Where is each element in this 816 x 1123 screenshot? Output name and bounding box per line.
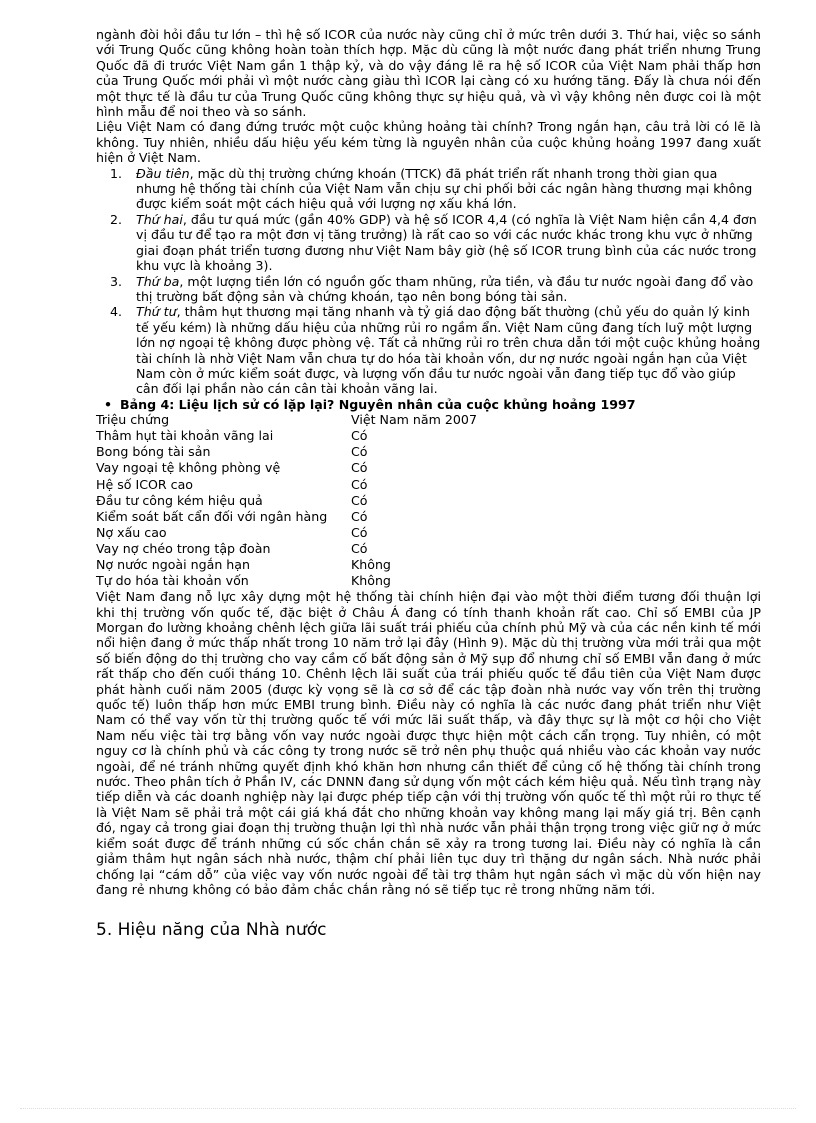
header-cell: Triệu chứng (96, 412, 170, 428)
list-item (110, 211, 761, 274)
symptom-cell: Vay nợ chéo trong tập đoàn (96, 540, 271, 556)
value-cell: Có (351, 444, 368, 460)
value-cell: Có (351, 476, 368, 492)
table-row (96, 557, 477, 573)
table-row (96, 428, 477, 444)
paragraph-question: Liệu Việt Nam có đang đứng trước một cuộc khủng hoảng tài chính? Trong ngắn hạn, câu trả lời có lẽ là không. Tuy nhiên, nhiều dấu hiệu yếu kém từng là nguyên nhân của cuộc khủng hoảng 1997 đang xuất hiện ở Việt Nam. (96, 119, 761, 166)
list-lead: Thứ ba (136, 273, 180, 289)
section-heading: 5. Hiệu năng của Nhà nước (96, 920, 327, 941)
value-cell: Có (351, 508, 368, 524)
list-number: 2. (110, 211, 123, 227)
symptom-cell: Thâm hụt tài khoản vãng lai (96, 428, 274, 444)
list-item (110, 304, 761, 397)
symptom-cell: Bong bóng tài sản (96, 444, 211, 460)
list-number: 4. (110, 304, 123, 320)
table-row (96, 573, 477, 589)
value-cell: Có (351, 492, 368, 508)
symptom-cell: Hệ số ICOR cao (96, 476, 194, 492)
table-row (96, 525, 477, 541)
value-cell: Có (351, 460, 368, 476)
value-cell: Không (351, 573, 391, 589)
symptom-cell: Kiểm soát bất cẩn đối với ngân hàng (96, 508, 328, 524)
list-item (110, 273, 761, 305)
table-title (96, 397, 761, 412)
paragraph-main: Việt Nam đang nỗ lực xây dựng một hệ thống tài chính hiện đại vào một thời điểm tương đối thuận lợi khi thị trường vốn quốc tế, đặc biệt ở Châu Á đang có tính thanh khoản rất cao. Chỉ số EMBI của JP Morgan đo lường khoảng chênh lệch giữa lãi suất trái phiếu của chính phủ Mỹ và của các nền kinh tế mới nổi hiện đang ở mức thấp nhất trong 10 năm trở lại đây (Hình 9). Mặc dù thị trường vừa mới trải qua một số biến động do thị trường cho vay cầm cố bất động sản ở Mỹ sụp đổ nhưng chỉ số EMBI vẫn đang ở mức rất thấp cho đến cuối tháng 10. Chênh lệch lãi suất của trái phiếu quốc tế đầu tiên của Việt Nam được phát hành cuối năm 2005 (được kỳ vọng sẽ là cơ sở để các tập đoàn nhà nước vay vốn trên thị trường quốc tế) luôn thấp hơn mức EMBI trung bình. Điều này có nghĩa là các nước đang phát triển như Việt Nam có thể vay vốn từ thị trường quốc tế với mức lãi suất thấp, và đây thực sự là một cơ hội cho Việt Nam nếu việc tài trợ bằng vốn vay nước ngoài được thực hiện một cách cẩn trọng. Tuy nhiên, có một nguy cơ là chính phủ và các công ty trong nước sẽ trở nên phụ thuộc quá nhiều vào các khoản vay nước ngoài, để né tránh những quyết định khó khăn hơn nhưng cần thiết để củng cố hệ thống tài chính trong nước. Theo phân tích ở Phần IV, các DNNN đang sử dụng vốn một cách kém hiệu quả. Nếu tình trạng này tiếp diễn và các doanh nghiệp này lại được phép tiếp cận với thị trường vốn quốc tế thì một rủi ro thực tế là Việt Nam sẽ phải trả một cái giá khá đắt cho những khoản vay không mang lại mấy giá trị. Bên cạnh đó, ngay cả trong giai đoạn thị trường thuận lợi thì nhà nước vẫn phải thận trọng trong việc giữ nợ ở mức kiểm soát được để tránh những cú sốc chắn chắn sẽ xảy ra trong tương lai. Điều này có nghĩa là cần giảm thâm hụt ngân sách nhà nước, thậm chí phải liên tục duy trì thặng dư ngân sách. Nhà nước phải chống lại “cám dỗ” của việc vay vốn nước ngoài để tài trợ thâm hụt ngân sách vì mặc dù vốn hiện nay đang rẻ nhưng không có bảo đảm chắc chắn rằng nó sẽ tiếp tục rẻ trong những năm tới. (96, 589, 761, 897)
page-bottom-divider (20, 1108, 796, 1109)
table-row (96, 509, 477, 525)
list-number: 1. (110, 165, 123, 181)
symptom-table (96, 412, 477, 589)
list-lead: Thứ hai (136, 211, 183, 227)
list-item (110, 165, 761, 212)
list-text: , thâm hụt thương mại tăng nhanh và tỷ giá dao động bất thường (chủ yếu do quản lý kinh tế yếu kém) là những dấu hiệu của những rủi ro ngầm ẩn. Việt Nam cũng đang tích luỹ một lượng lớn nợ ngoại tệ không được phòng vệ. Tất cả những rủi ro trên chưa dẫn tới một cuộc khủng hoảng tài chính là nhờ Việt Nam vẫn chưa tự do hóa tài khoản vốn, dư nợ nước ngoài ngắn hạn của Việt Nam còn ở mức kiểm soát được, và lượng vốn đầu tư nước ngoài vẫn đang tiếp tục đổ vào giúp cân đối lại phần nào cán cân tài khoản vãng lai. (136, 304, 761, 397)
paragraph-intro: ngành đòi hỏi đầu tư lớn – thì hệ số ICOR của nước này cũng chỉ ở mức trên dưới 3. Thứ hai, việc so sánh với Trung Quốc cũng không hoàn toàn thích hợp. Mặc dù cũng là một nước đang phát triển nhưng Trung Quốc đã đi trước Việt Nam gần 1 thập kỷ, và do vậy đáng lẽ ra hệ số ICOR của Việt Nam phải thấp hơn của Trung Quốc mới phải vì một nước càng giàu thì ICOR lại càng có xu hướng tăng. Đấy là chưa nói đến một thực tế là đầu tư của Trung Quốc cũng không thực sự hiệu quả, và vì vậy không nên được coi là một hình mẫu để noi theo và so sánh. (96, 27, 761, 120)
value-cell: Có (351, 540, 368, 556)
symptom-cell: Tự do hóa tài khoản vốn (96, 573, 249, 589)
symptom-cell: Vay ngoại tệ không phòng vệ (96, 460, 281, 476)
list-number: 3. (110, 273, 123, 289)
list-text: , đầu tư quá mức (gần 40% GDP) và hệ số ICOR 4,4 (có nghĩa là Việt Nam hiện cần 4,4 đơn vị đầu tư để tạo ra một đơn vị tăng trưởng) là rất cao so với các nước khác trong khu vực ở những giai đoạn phát triển tương đương như Việt Nam bây giờ (hệ số ICOR trung bình của các nước trong khu vực là khoảng 3). (136, 211, 757, 274)
value-cell: Có (351, 524, 368, 540)
symptom-cell: Đầu tư công kém hiệu quả (96, 492, 263, 508)
table-row (96, 460, 477, 476)
symptom-cell: Nợ xấu cao (96, 524, 167, 540)
value-cell: Có (351, 428, 368, 444)
table-row (96, 541, 477, 557)
list-lead: Thứ tư (136, 304, 177, 320)
table-row (96, 444, 477, 460)
list-lead: Đầu tiên (136, 165, 190, 181)
list-text: , mặc dù thị trường chứng khoán (TTCK) đã phát triển rất nhanh trong thời gian qua nhưng hệ thống tài chính của Việt Nam vẫn chịu sự chi phối bởi các ngân hàng thương mại không được kiểm soát một cách hiệu quả với lượng nợ xấu khá lớn. (136, 165, 753, 212)
header-cell: Việt Nam năm 2007 (351, 412, 477, 428)
numbered-list (96, 166, 761, 397)
symptom-cell: Nợ nước ngoài ngắn hạn (96, 557, 250, 572)
table-title-text: Bảng 4: Liệu lịch sử có lặp lại? Nguyên nhân của cuộc khủng hoảng 1997 (120, 396, 636, 412)
table-row (96, 477, 477, 493)
list-text: , một lượng tiền lớn có nguồn gốc tham nhũng, rửa tiền, và đầu tư nước ngoài đang đổ vào thị trường bất động sản và chứng khoán, tạo nên bong bóng tài sản. (136, 273, 754, 304)
document-page (96, 27, 761, 941)
value-cell: Không (351, 557, 391, 572)
bullet-icon: • (104, 396, 113, 412)
table-row (96, 493, 477, 509)
table-header-row (96, 412, 477, 428)
